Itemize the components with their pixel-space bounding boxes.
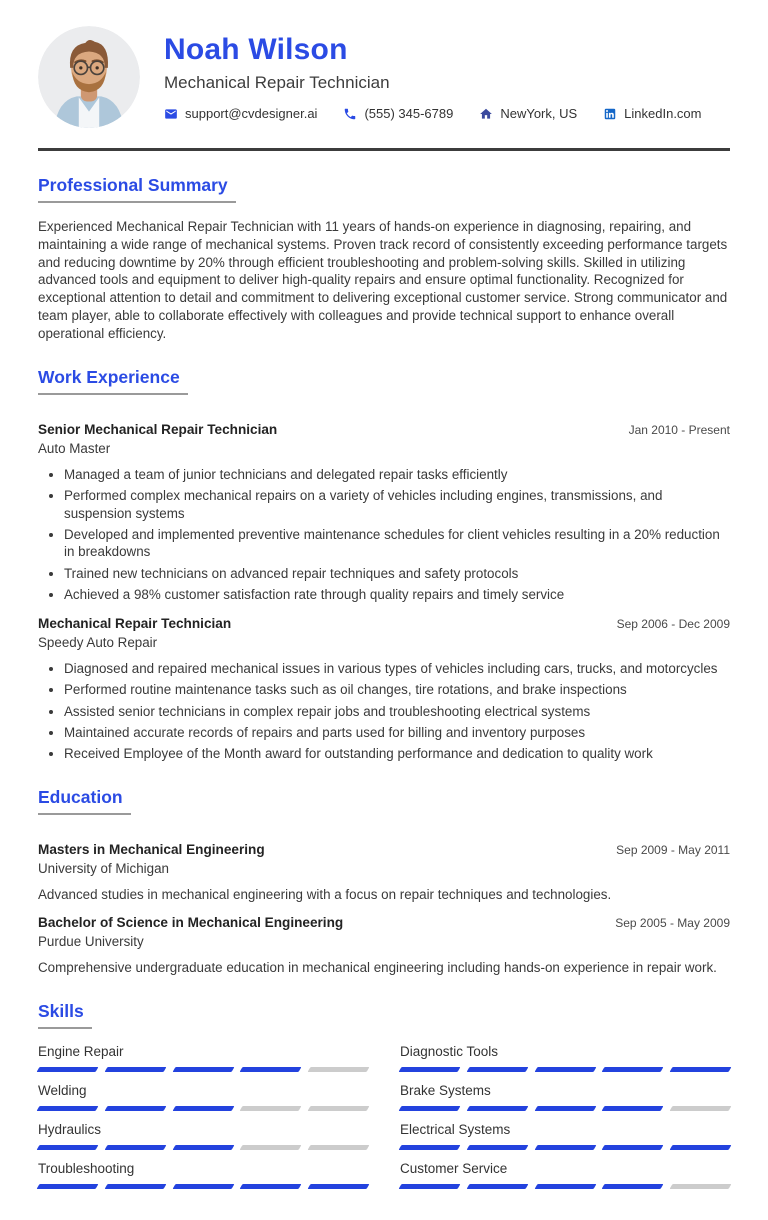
education-heading: Education xyxy=(38,787,131,815)
home-icon xyxy=(479,107,493,121)
job-entry xyxy=(38,422,730,604)
skill-bar-segment xyxy=(534,1145,596,1150)
skill-bar-segment xyxy=(308,1067,370,1072)
skill-level-bar xyxy=(38,1106,368,1111)
skill-bar-segment xyxy=(308,1145,370,1150)
skill-bar-segment xyxy=(104,1145,166,1150)
skill-item xyxy=(38,1044,368,1072)
experience-heading: Work Experience xyxy=(38,367,188,395)
education-entry-header xyxy=(38,915,730,949)
resume-header xyxy=(38,26,730,128)
education-degree: Masters in Mechanical Engineering xyxy=(38,841,265,857)
job-bullet-list xyxy=(38,466,730,604)
job-entry xyxy=(38,616,730,763)
skill-bar-segment xyxy=(104,1184,166,1189)
skill-name: Welding xyxy=(38,1082,87,1098)
skill-bar-segment xyxy=(172,1106,234,1111)
education-list xyxy=(38,842,730,977)
skill-bar-segment xyxy=(466,1145,528,1150)
section-work-experience xyxy=(38,367,730,763)
skill-bar-segment xyxy=(172,1184,234,1189)
skills-column-left xyxy=(38,1044,368,1200)
skill-name: Electrical Systems xyxy=(400,1121,511,1137)
phone-icon xyxy=(343,107,357,121)
section-professional-summary xyxy=(38,175,730,343)
skill-bar-segment xyxy=(466,1106,528,1111)
job-dates: Sep 2006 - Dec 2009 xyxy=(616,616,730,631)
job-bullet: • Achieved a 98% customer satisfaction rate through quality repairs and timely service xyxy=(64,586,730,603)
skill-bar-segment xyxy=(466,1067,528,1072)
skill-bar-segment xyxy=(104,1106,166,1111)
skill-item xyxy=(38,1083,368,1111)
skill-bar-segment xyxy=(602,1145,664,1150)
job-bullet: • Trained new technicians on advanced repair techniques and safety protocols xyxy=(64,565,730,582)
email-icon xyxy=(164,107,178,121)
contact-phone-text: (555) 345-6789 xyxy=(364,106,454,121)
skill-bar-segment xyxy=(37,1067,99,1072)
job-bullet: • Received Employee of the Month award for outstanding performance and dedication to quality work xyxy=(64,745,730,762)
skill-item xyxy=(400,1044,730,1072)
contact-linkedin-text: LinkedIn.com xyxy=(624,106,702,121)
job-title: Mechanical Repair Technician xyxy=(38,615,232,631)
candidate-job-title: Mechanical Repair Technician xyxy=(164,73,390,92)
skill-level-bar xyxy=(400,1184,730,1189)
education-entry xyxy=(38,842,730,903)
education-dates: Sep 2009 - May 2011 xyxy=(616,842,730,857)
skill-bar-segment xyxy=(670,1184,732,1189)
section-education xyxy=(38,787,730,977)
skill-item xyxy=(400,1122,730,1150)
skill-bar-segment xyxy=(37,1106,99,1111)
header-divider xyxy=(38,148,730,151)
contact-location xyxy=(479,106,577,121)
skill-level-bar xyxy=(400,1106,730,1111)
job-bullet-list xyxy=(38,660,730,763)
skill-bar-segment xyxy=(602,1184,664,1189)
skills-grid xyxy=(38,1044,730,1200)
skill-name: Engine Repair xyxy=(38,1043,124,1059)
skills-column-right xyxy=(400,1044,730,1200)
skill-bar-segment xyxy=(240,1106,302,1111)
skill-level-bar xyxy=(38,1145,368,1150)
skill-bar-segment xyxy=(670,1106,732,1111)
job-entry-header xyxy=(38,422,730,456)
skill-name: Brake Systems xyxy=(400,1082,491,1098)
skill-bar-segment xyxy=(399,1106,461,1111)
skill-bar-segment xyxy=(534,1106,596,1111)
job-title: Senior Mechanical Repair Technician xyxy=(38,421,278,437)
job-dates: Jan 2010 - Present xyxy=(628,422,730,437)
skill-level-bar xyxy=(400,1067,730,1072)
skill-item xyxy=(400,1083,730,1111)
skill-bar-segment xyxy=(240,1145,302,1150)
education-dates: Sep 2005 - May 2009 xyxy=(615,916,730,931)
skill-bar-segment xyxy=(308,1106,370,1111)
skill-name: Diagnostic Tools xyxy=(400,1043,499,1059)
profile-photo xyxy=(38,26,140,128)
job-bullet: • Assisted senior technicians in complex repair jobs and troubleshooting electrical systems xyxy=(64,703,730,720)
job-bullet: • Maintained accurate records of repairs and parts used for billing and inventory purposes xyxy=(64,724,730,741)
linkedin-icon xyxy=(603,107,617,121)
skill-level-bar xyxy=(38,1067,368,1072)
skill-bar-segment xyxy=(466,1184,528,1189)
contact-phone[interactable] xyxy=(343,106,453,121)
skill-bar-segment xyxy=(399,1067,461,1072)
job-bullet: • Performed routine maintenance tasks such as oil changes, tire rotations, and brake inspections xyxy=(64,681,730,698)
skill-bar-segment xyxy=(670,1067,732,1072)
skill-bar-segment xyxy=(37,1184,99,1189)
skill-bar-segment xyxy=(534,1184,596,1189)
contact-email[interactable] xyxy=(164,106,317,121)
job-company: Auto Master xyxy=(38,440,111,456)
section-skills xyxy=(38,1001,730,1200)
skill-bar-segment xyxy=(240,1184,302,1189)
skill-item xyxy=(38,1122,368,1150)
job-bullet: • Diagnosed and repaired mechanical issues in various types of vehicles including cars, trucks, and motorcycles xyxy=(64,660,730,677)
education-description: Comprehensive undergraduate education in mechanical engineering including hands-on experience in repair work. xyxy=(38,960,717,976)
skill-item xyxy=(38,1161,368,1189)
skill-bar-segment xyxy=(534,1067,596,1072)
header-text xyxy=(164,33,730,121)
skill-bar-segment xyxy=(37,1145,99,1150)
summary-heading: Professional Summary xyxy=(38,175,236,203)
skill-bar-segment xyxy=(399,1184,461,1189)
contact-linkedin[interactable] xyxy=(603,106,701,121)
skill-bar-segment xyxy=(602,1106,664,1111)
job-entry-header xyxy=(38,616,730,650)
job-company: Speedy Auto Repair xyxy=(38,634,158,650)
education-description: Advanced studies in mechanical engineering with a focus on repair techniques and technologies. xyxy=(38,886,612,902)
skill-name: Customer Service xyxy=(400,1160,508,1176)
skill-bar-segment xyxy=(602,1067,664,1072)
skill-level-bar xyxy=(400,1145,730,1150)
contact-email-text: support@cvdesigner.ai xyxy=(185,106,318,121)
skill-bar-segment xyxy=(308,1184,370,1189)
skill-item xyxy=(400,1161,730,1189)
profile-photo-illustration xyxy=(38,26,140,128)
job-bullet: • Performed complex mechanical repairs on a variety of vehicles including engines, transmissions, and suspension systems xyxy=(64,487,730,522)
skill-bar-segment xyxy=(172,1067,234,1072)
contact-location-text: NewYork, US xyxy=(500,106,578,121)
job-bullet: • Managed a team of junior technicians and delegated repair tasks efficiently xyxy=(64,466,730,483)
candidate-name: Noah Wilson xyxy=(164,33,348,66)
summary-text: Experienced Mechanical Repair Technician with 11 years of hands-on experience in diagnosing, repairing, and maintaining a wide range of mechanical systems. Proven track record of consistently exceeding performance targets and reducing downtime by 20% through efficient troubleshooting and problem-solving skills. Skilled in utilizing advanced tools and equipment to deliver high-quality repairs and ensure optimal functionality. Recognized for exceptional attention to detail and commitment to delivering exceptional customer service. Strong communicator and team player, able to collaborate effectively with colleagues and provide technical support to enhance overall operational efficiency. xyxy=(38,219,728,341)
job-bullet: • Developed and implemented preventive maintenance schedules for client vehicles resulting in a 20% reduction in breakdowns xyxy=(64,526,730,561)
skill-level-bar xyxy=(38,1184,368,1189)
education-entry-header xyxy=(38,842,730,876)
skill-name: Hydraulics xyxy=(38,1121,102,1137)
skill-name: Troubleshooting xyxy=(38,1160,135,1176)
skill-bar-segment xyxy=(399,1145,461,1150)
education-degree: Bachelor of Science in Mechanical Engineering xyxy=(38,915,344,931)
skill-bar-segment xyxy=(240,1067,302,1072)
education-entry xyxy=(38,915,730,976)
job-list xyxy=(38,422,730,763)
skill-bar-segment xyxy=(104,1067,166,1072)
education-school: University of Michigan xyxy=(38,860,169,876)
skill-bar-segment xyxy=(172,1145,234,1150)
education-school: Purdue University xyxy=(38,934,144,950)
skill-bar-segment xyxy=(670,1145,732,1150)
skills-heading: Skills xyxy=(38,1001,92,1029)
contact-row xyxy=(164,106,730,121)
